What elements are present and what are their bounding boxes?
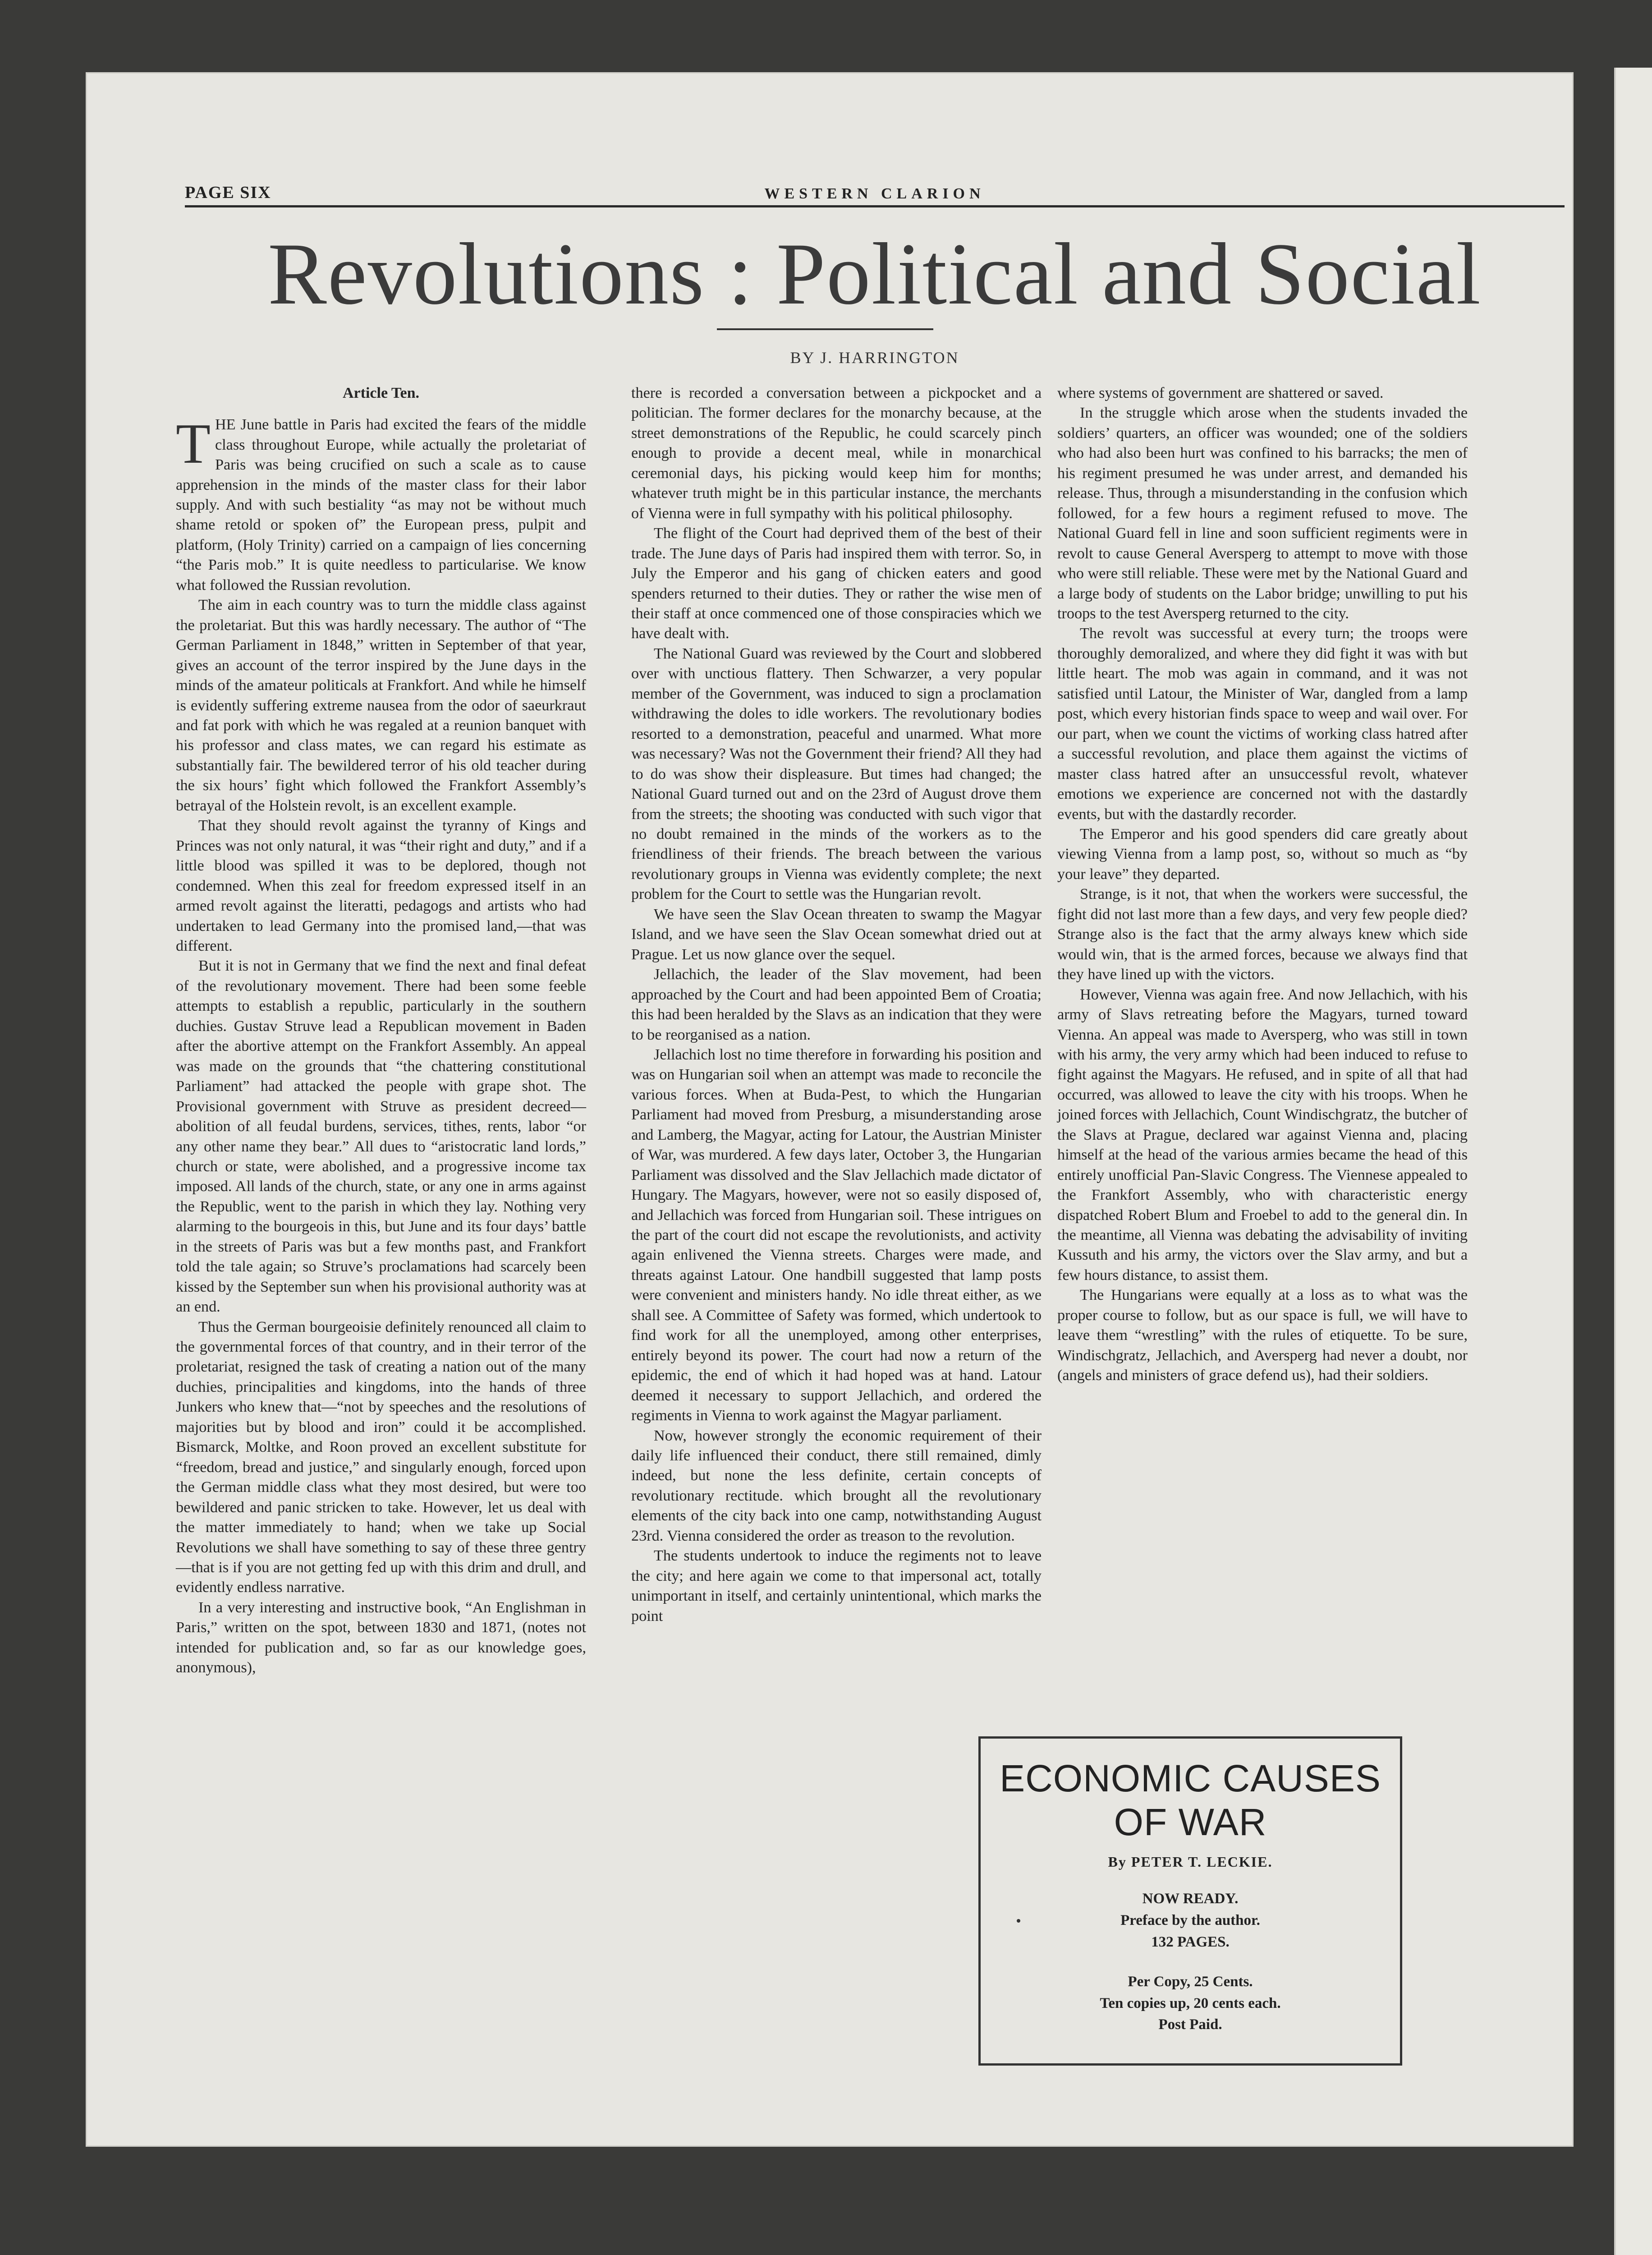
ad-bullet-mark [1017,1919,1020,1923]
ad-availability: NOW READY. [1142,1891,1239,1907]
article-column-2 [631,383,1042,1626]
ad-author: By PETER T. LECKIE. [1108,1854,1273,1870]
book-advertisement [978,1736,1402,2066]
paragraph: The aim in each country was to turn the middle class against the proletariat. But this was hardly necessary. The author of “The German Parliament in 1848,” written in September of that year, gives an account of the terror inspired by the June days in the minds of the amateur politicals at Frankfort. And while he himself is evidently suffering extreme nausea from the odor of saeurkraut and fat pork with which he was regaled at a reunion banquet with his professor and class mates, we can regard his estimate as substantially fair. The bewildered terror of his old teacher during the six hours’ fight which followed the Frankfort Assembly’s betrayal of the Holstein revolt, is an excellent example. [176,597,586,814]
article-subhead: Article Ten. [343,385,419,401]
adjacent-page-edge [1614,68,1652,2255]
article-column-1 [176,383,586,1678]
paragraph: The Emperor and his good spenders did care greatly about viewing Vienna from a lamp post, so, without so much as “by your leave” they departed. [1057,825,1468,883]
headline-rule [717,328,933,330]
paragraph: Now, however strongly the economic requirement of their daily life influenced their conduct, there still remained, dimly indeed, but none the less definite, certain concepts of revolutionary rectitude. which brought all the revolutionary elements of the city back into one camp, notwithstanding August 23rd. Vienna considered the order as treason to the revolution. [631,1427,1042,1544]
newspaper-name: WESTERN CLARION [764,185,985,202]
paragraph: The students undertook to induce the regiments not to leave the city; and here again we come to that impersonal act, totally unimportant in itself, and certainly unintentional, which marks the point [631,1547,1042,1625]
paragraph: THE June battle in Paris had excited the fears of the middle class throughout Europe, while actually the proletariat of Paris was being crucified on such a scale as to cause apprehension in the minds of the master class for their labor supply. And with such bestiality “as may not be without much shame retold or spoken of” the European press, pulpit and platform, (Holy Trinity) carried on a campaign of lies concerning “the Paris mob.” It is quite needless to particularise. We know what followed the Russian revolution. [176,413,586,594]
paragraph: Jellachich lost no time therefore in forwarding his position and was on Hungarian soil when an attempt was made to reconcile the various forces. When at Buda-Pest, to which the Hungarian Parliament had moved from Presburg, a misunderstanding arose and Lamberg, the Magyar, acting for Latour, the Austrian Minister of War, was murdered. A few days later, October 3, the Hungarian Parliament was dissolved and the Slav Jellachich made dictator of Hungary. The Magyars, however, were not so easily disposed of, and Jellachich was forced from Hungarian soil. These intrigues on the part of the court did not escape the revolutionists, and activity again enlivened the Vienna streets. Charges were made, and threats against Latour. One handbill suggested that lamp posts were convenient and ministers handy. No idle threat either, as we shall see. A Committee of Safety was formed, which undertook to find work for all the unemployed, among other enterprises, entirely beyond its power. The court had now a return of the epidemic, the end of which it had hoped was at hand. Latour deemed it necessary to support Jellachich, and ordered the regiments in Vienna to work against the Magyar parliament. [631,1046,1042,1424]
paragraph: That they should revolt against the tyranny of Kings and Princes was not only natural, it was “their right and duty,” and if a little blood was spilled it was to be deplored, though not condemned. When this zeal for freedom expressed itself in an armed revolt against the literatti, pedagogs and artists who had undertaken to lead Germany into the promised land,—that was different. [176,817,586,954]
paragraph: Thus the German bourgeoisie definitely renounced all claim to the governmental forces of that country, and in their terror of the proletariat, resigned the task of creating a nation out of the many duchies, principalities and kingdoms, into the hands of three Junkers who knew that—“not by speeches and the resolutions of majorities but by blood and iron” could it be accomplished. Bismarck, Moltke, and Roon proved an excellent substitute for “freedom, bread and justice,” and singularly enough, forced upon the German middle class what they most desired, but were too bewildered and panic stricken to take. However, let us deal with the matter immediately to hand; when we take up Social Revolutions we shall have something to say of these three gentry—that is if you are not getting fed up with this drim and drull, and evidently endless narrative. [176,1318,586,1596]
paragraph: We have seen the Slav Ocean threaten to swamp the Magyar Island, and we have seen the Slav Ocean somewhat dried out at Prague. Let us now glance over the sequel. [631,906,1042,963]
paragraph: where systems of government are shattered or saved. [1057,385,1384,401]
paragraph: there is recorded a conversation between a pickpocket and a politician. The former declares for the monarchy because, at the street demonstrations of the Republic, he could scarcely pinch enough to provide a decent meal, while in monarchical ceremonial days, his picking would keep him for months; whatever truth might be in this particular instance, the merchants of Vienna were in full sympathy with his political philosophy. [631,385,1042,522]
ad-title-line-1: ECONOMIC CAUSES [1000,1757,1381,1799]
page-header [185,178,1565,207]
ad-title-line-2: OF WAR [1114,1800,1267,1843]
paragraph: Strange, is it not, that when the workers were successful, the fight did not last more than a few days, and very few people died? Strange also is the fact that the army always knew which side would win, that is the armed forces, because we always find that they have lined up with the victors. [1057,886,1468,983]
paragraph: The revolt was successful at every turn; the troops were thoroughly demoralized, and where they did fight it was with but little heart. The mob was again in command, and it was not satisfied until Latour, the Minister of War, dangled from a lamp post, which every historian finds space to weep and wail over. For our part, when we count the victims of working class hatred after a successful revolution, and place them against the victims of master class hatred after an unsuccessful revolt, whatever emotions we experience are concerned not with the dastardly events, but with the dastardly recorder. [1057,625,1468,823]
ad-price-single: Per Copy, 25 Cents. [1128,1973,1253,1990]
ad-preface-note: Preface by the author. [1120,1912,1260,1929]
paragraph: But it is not in Germany that we find the next and final defeat of the revolutionary movement. There had been some feeble attempts to establish a republic, particularly in the southern duchies. Gustav Struve lead a Republican movement in Baden after the abortive attempt on the Frankfort Assembly. An appeal was made on the grounds that “the chattering constitutional Parliament” had attacked the people with grape shot. The Provisional government with Struve as president decreed—abolition of all feudal burdens, services, tithes, rents, labor “or any other name they bear.” All dues to “aristocratic land lords,” church or state, were abolished, and a progressive income tax imposed. All lands of the church, state, or any one in arms against the Republic, went to the parish in which they lay. Nothing very alarming to the bourgeois in this, but June and its four days’ battle in the streets of Paris was but a few months past, and Frankfort told the tale again; so Struve’s proclamations had scarcely been kissed by the September sun when his provisional authority was at an end. [176,957,586,1316]
paragraph: The flight of the Court had deprived them of the best of their trade. The June days of Paris had inspired them with terror. So, in July the Emperor and his gang of chicken eaters and good spenders returned to their duties. They or rather the wise men of their staff at once commenced one of those conspiracies which we have dealt with. [631,525,1042,642]
page-number-label: PAGE SIX [185,183,271,202]
paragraph: The Hungarians were equally at a loss as to what was the proper course to follow, but as our space is full, we will have to leave them “wrestling” with the rules of etiquette. To be sure, Windischgratz, Jellachich, and Aversperg had never a doubt, nor (angels and ministers of grace defend us), had their soldiers. [1057,1287,1468,1384]
article-column-3 [1057,383,1468,1386]
ad-page-count: 132 PAGES. [1151,1933,1230,1950]
paragraph: In a very interesting and instructive book, “An Englishman in Paris,” written on the spot, between 1830 and 1871, (notes not intended for publication and, so far as our knowledge goes, anonymous), [176,1599,586,1676]
drop-cap: T [176,413,211,476]
ad-title [981,1757,1400,1844]
paragraph: The National Guard was reviewed by the Court and slobbered over with unctious flattery. Then Schwarzer, a very popular member of the Government, was induced to sign a proclamation withdrawing the doles to idle workers. The revolutionary bodies resorted to a demonstration, peaceful and unarmed. What more was necessary? Was not the Government their friend? All they had to do was show their displeasure. But times had changed; the National Guard turned out and on the 23rd of August drove them from the streets; the shooting was conducted with such vigor that no doubt remained in the minds of the workers as to the friendliness of their friends. The breach between the various revolutionary groups in Vienna was evidently complete; the next problem for the Court to settle was the Hungarian revolt. [631,645,1042,903]
article-byline: BY J. HARRINGTON [790,349,959,367]
paragraph: In the struggle which arose when the students invaded the soldiers’ quarters, an officer was wounded; one of the soldiers who had also been hurt was confined to his barracks; the men of his regiment presumed he was under arrest, and demanded his release. Thus, through a misunderstanding in the confusion which followed, for a few hours a regiment refused to move. The National Guard fell in line and soon sufficient regiments were in revolt to cause General Aversperg to attempt to move with those who were still reliable. These were met by the National Guard and a large body of students on the Labor bridge; unwilling to put his troops to the test Aversperg returned to the city. [1057,405,1468,622]
ad-postage: Post Paid. [1158,2016,1222,2033]
article-headline: Revolutions : Political and Social [268,225,1482,323]
paragraph: However, Vienna was again free. And now Jellachich, with his army of Slavs retreating before the Magyars, turned toward Vienna. An appeal was made to Aversperg, who was still in town with his army, the very army which had been induced to refuse to fight against the Magyars. He refused, and in spite of all that had occurred, was allowed to leave the city with his troops. When he joined forces with Jellachich, Count Windischgratz, the butcher of the Slavs at Prague, declared war against Vienna and, placing himself at the head of the various armies became the head of this entirely unofficial Pan-Slavic Congress. The Viennese appealed to the Frankfort Assembly, who with characteristic energy dispatched Robert Blum and Froebel to add to the general din. In the meantime, all Vienna was debating the advisability of inviting Kussuth and his army, the victors over the Slav army, and but a few hours distance, to assist them. [1057,986,1468,1284]
ad-price-bulk: Ten copies up, 20 cents each. [1100,1995,1281,2011]
paragraph: Jellachich, the leader of the Slav movement, had been approached by the Court and had been appointed Bem of Croatia; this had been heralded by the Slavs as an indication that they were to be reorganised as a nation. [631,966,1042,1043]
